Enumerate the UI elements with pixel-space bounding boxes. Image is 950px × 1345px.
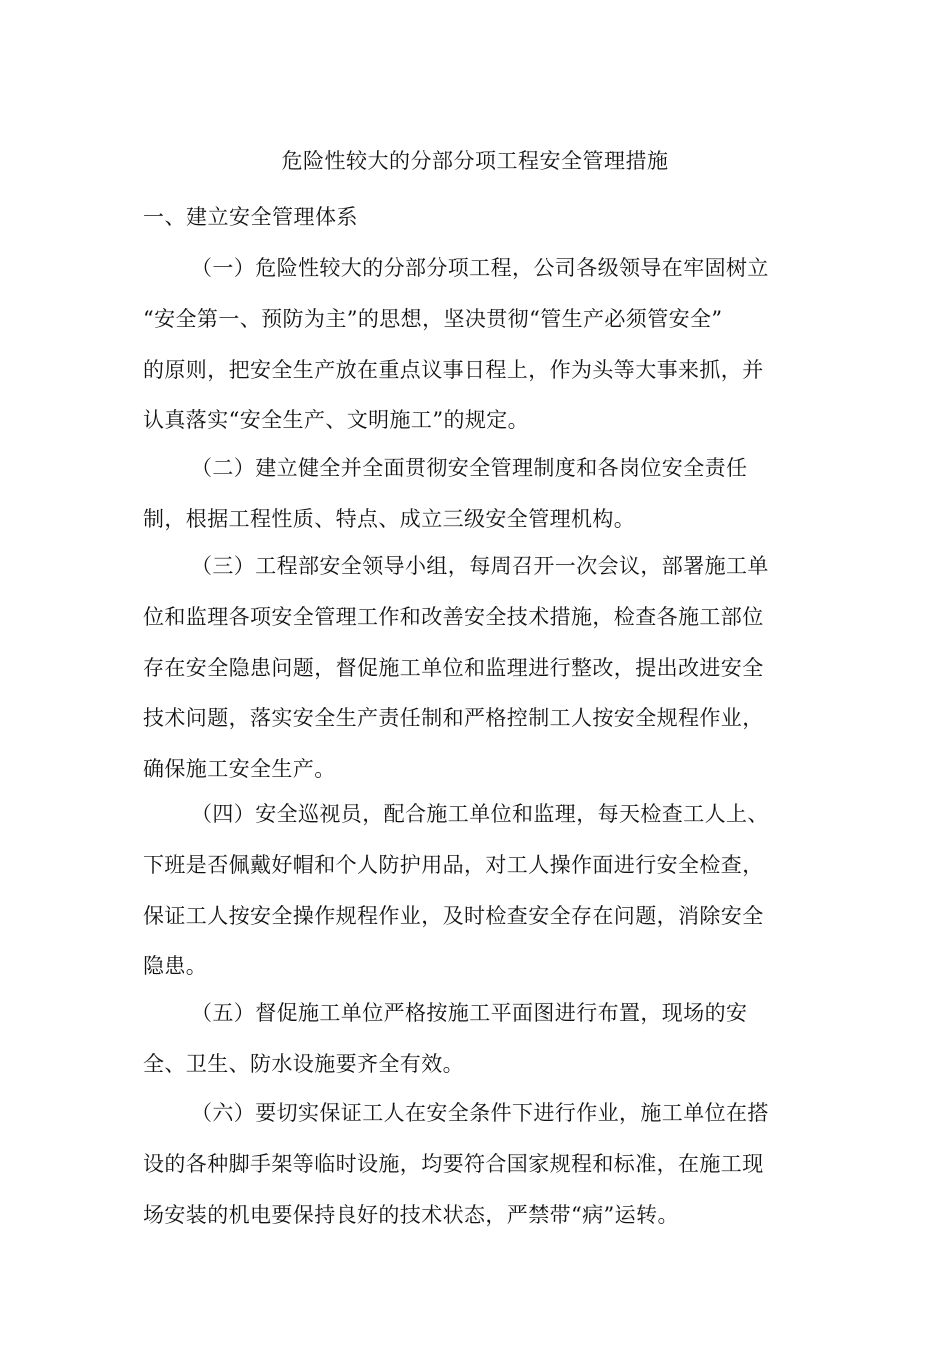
paragraph-line: 位和监理各项安全管理工作和改善安全技术措施，检查各施工部位 (143, 604, 764, 629)
paragraph-line: 制，根据工程性质、特点、成立三级安全管理机构。 (143, 506, 636, 531)
paragraph-line: 存在安全隐患问题，督促施工单位和监理进行整改，提出改进安全 (143, 655, 764, 680)
paragraph-line: （三）工程部安全领导小组，每周召开一次会议，部署施工单 (191, 554, 769, 578)
paragraph-6 (143, 1088, 769, 1240)
paragraph-line: 全、卫生、防水设施要齐全有效。 (143, 1051, 464, 1076)
paragraph-line: 的原则，把安全生产放在重点议事日程上，作为头等大事来抓，并 (143, 357, 764, 382)
paragraph-line: 保证工人按安全操作规程作业，及时检查安全存在问题，消除安全 (143, 903, 764, 928)
paragraph-line: 设的各种脚手架等临时设施，均要符合国家规程和标准，在施工现 (143, 1151, 764, 1176)
paragraph-4 (143, 789, 769, 992)
section-heading: 一、建立安全管理体系 (143, 205, 358, 229)
paragraph-line: 认真落实“安全生产、文明施工”的规定。 (143, 408, 530, 433)
paragraph-line: 场安装的机电要保持良好的技术状态，严禁带“病”运转。 (143, 1202, 679, 1227)
paragraph-3 (143, 541, 769, 795)
paragraph-line: 技术问题，落实安全生产责任制和严格控制工人按安全规程作业， (143, 706, 764, 731)
paragraph-line: 隐患。 (143, 954, 208, 979)
paragraph-line: （四）安全巡视员，配合施工单位和监理，每天检查工人上、 (191, 802, 769, 826)
paragraph-line: 下班是否佩戴好帽和个人防护用品，对工人操作面进行安全检查， (143, 852, 764, 877)
document-title: 危险性较大的分部分项工程安全管理措施 (281, 149, 669, 173)
paragraph-line: “安全第一、预防为主”的思想，坚决贯彻“管生产必须管安全” (143, 306, 723, 331)
paragraph-2 (143, 443, 755, 545)
paragraph-line: 确保施工安全生产。 (143, 757, 336, 782)
paragraph-line: （五）督促施工单位严格按施工平面图进行布置，现场的安 (191, 1001, 748, 1025)
paragraph-5 (143, 988, 755, 1090)
paragraph-line: （六）要切实保证工人在安全条件下进行作业，施工单位在搭 (191, 1101, 769, 1125)
paragraph-line: （二）建立健全并全面贯彻安全管理制度和各岗位安全责任 (191, 456, 748, 480)
paragraph-line: （一）危险性较大的分部分项工程，公司各级领导在牢固树立 (191, 256, 769, 280)
paragraph-1 (143, 243, 769, 446)
